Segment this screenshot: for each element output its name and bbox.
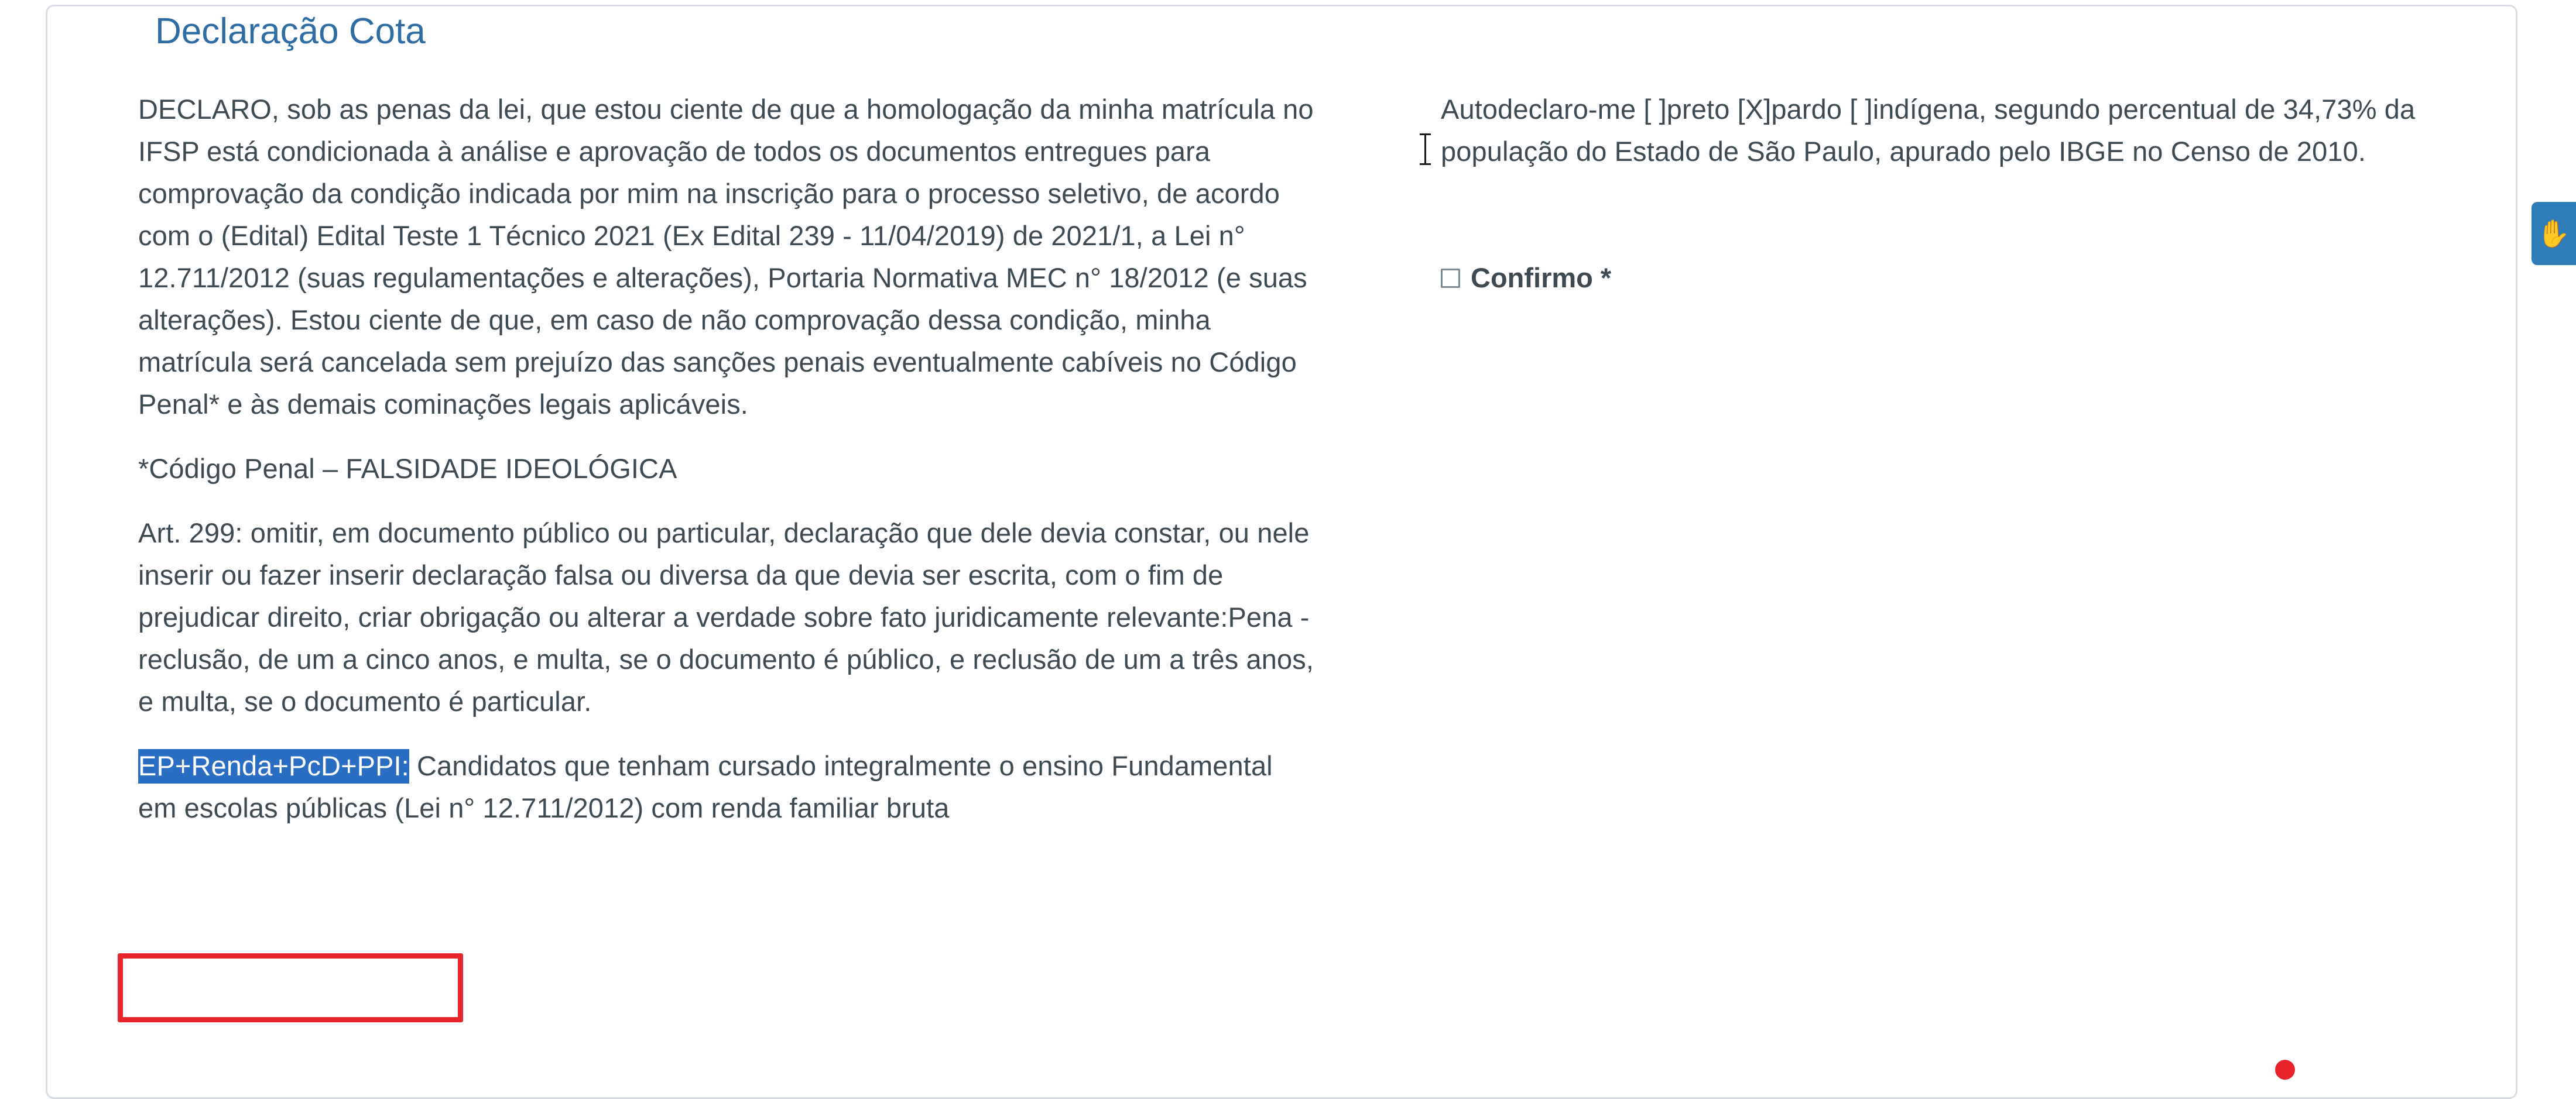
confirm-checkbox[interactable] [1441, 269, 1460, 288]
quota-category-paragraph [138, 745, 1315, 829]
self-declaration-text: Autodeclaro-me [ ]preto [X]pardo [ ]indígena, segundo percentual de 34,73% da população do Estado de São Paulo, apurado pelo IBGE no Censo de 2010. [1441, 94, 2416, 167]
self-declaration-column [1315, 88, 2486, 851]
quota-category-description: Candidatos que tenham cursado integralmente o ensino Fundamental em escolas públicas (Lei n° 12.711/2012) com renda familiar bruta [138, 750, 1273, 823]
declaration-paragraph-3: Art. 299: omitir, em documento público ou particular, declaração que dele devia constar, ou nele inserir ou fazer inserir declaração falsa ou diversa da que devia ser escrita, com o fim de prejudicar direito, criar obrigação ou alterar a verdade sobre fato juridicamente relevante:Pena - reclusão, de um a cinco anos, e multa, se o documento é público, e reclusão de um a três anos, e multa, se o documento é particular. [138, 517, 1314, 717]
hand-icon: ✋ [2537, 218, 2571, 249]
page-title: Declaração Cota [146, 11, 435, 52]
accessibility-hand-tab[interactable] [2532, 202, 2576, 265]
declaration-text-column [138, 88, 1315, 851]
notification-dot [2275, 1060, 2295, 1080]
panel-content [138, 88, 2515, 851]
annotation-highlight-box [118, 953, 463, 1022]
confirm-row[interactable] [1441, 260, 2486, 296]
confirm-label[interactable]: Confirmo * [1471, 262, 1612, 293]
page-left-margin [0, 0, 32, 1068]
declaration-paragraph-2: *Código Penal – FALSIDADE IDEOLÓGICA [138, 453, 677, 484]
highlighted-selection[interactable]: EP+Renda+PcD+PPI: [138, 749, 409, 784]
declaration-paragraph-1: DECLARO, sob as penas da lei, que estou ciente de que a homologação da minha matrícula no IFSP está condicionada à análise e aprovação de todos os documentos entregues para comprovação da condição indicada por mim na inscrição para o processo seletivo, de acordo com o (Edital) Edital Teste 1 Técnico 2021 (Ex Edital 239 - 11/04/2019) de 2021/1, a Lei n° 12.711/2012 (suas regulamentações e alterações), Portaria Normativa MEC n° 18/2012 (e suas alterações). Estou ciente de que, em caso de não comprovação dessa condição, minha matrícula será cancelada sem prejuízo das sanções penais eventualmente cabíveis no Código Penal* e às demais cominações legais aplicáveis. [138, 94, 1314, 420]
declaracao-cota-panel [46, 5, 2517, 1099]
